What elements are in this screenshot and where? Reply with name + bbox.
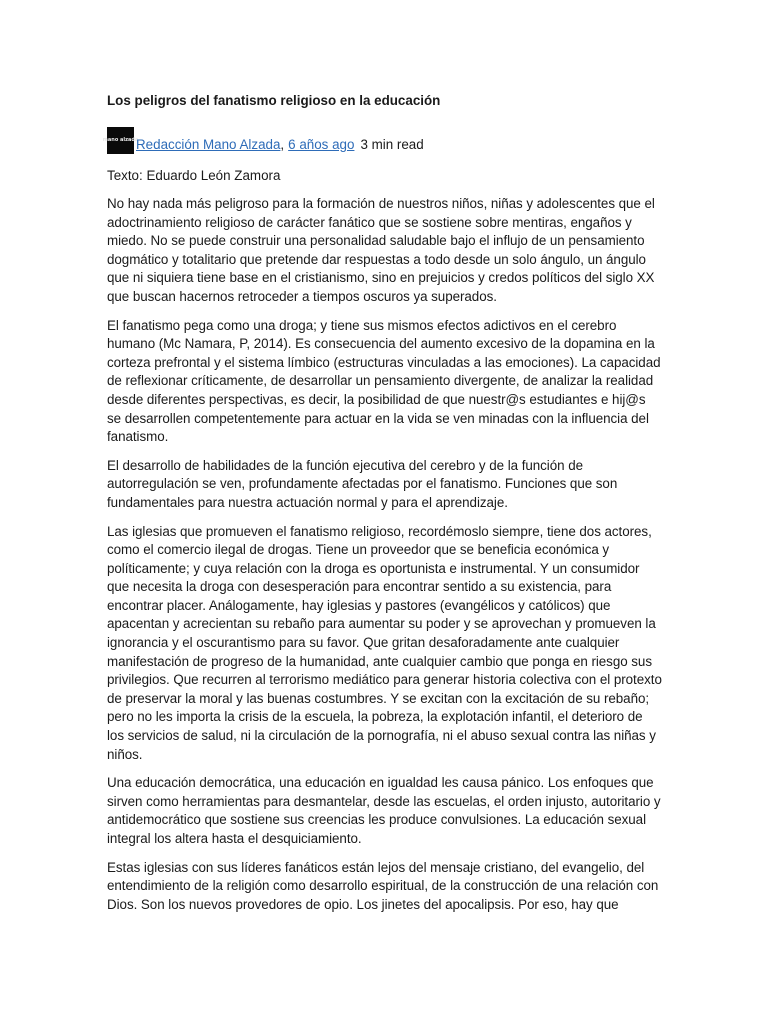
paragraph: Las iglesias que promueven el fanatismo religioso, recordémoslo siempre, tiene dos actores, como el comercio ilegal de drogas. Tiene un proveedor que se beneficia económica y políticamente; y cuya relación con la droga es oportunista e instrumental. Y un consumidor que necesita la droga con desesperación para encontrar sentido a su existencia, para encontrar placer. Análogamente, hay iglesias y pastores (evangélicos y católicos) que apacentan y acrecientan su rebaño para aumentar su poder y se aprovechan y promueven la ignorancia y el oscurantismo para su favor. Que gritan desaforadamente ante cualquier manifestación de progreso de la humanidad, ante cualquier cambio que ponga en riesgo sus privilegios. Que recurren al terrorismo mediático para generar historia colectiva con el protexto de preservar la moral y las buenas costumbres. Y se excitan con la excitación de su rebaño; pero no les importa la crisis de la escuela, la pobreza, la explotación infantil, el deterioro de los servicios de salud, ni la circulación de la pornografía, ni el abuso sexual contra las niñas y niños. — [107, 523, 662, 762]
byline — [102, 127, 662, 154]
avatar-logo-icon: mano alzada — [102, 137, 139, 143]
paragraph: No hay nada más peligroso para la formación de nuestros niños, niñas y adolescentes que el adoctrinamiento religioso de carácter fanático que se sostiene sobre mentiras, engaños y miedo. No se puede construir una personalidad saludable bajo el influjo de un pensamiento dogmático y totalitario que pretende dar respuestas a todo desde un solo ángulo, un ángulo que ni siquiera tiene base en el cristianismo, sino en prejuicios y credos políticos del siglo XX que buscan hacernos retroceder a tiempos oscuros ya superados. — [107, 196, 655, 304]
paragraph: El fanatismo pega como una droga; y tiene sus mismos efectos adictivos en el cerebro humano (Mc Namara, P, 2014). Es consecuencia del aumento excesivo de la dopamina en la corteza prefrontal y el sistema límbico (estructuras vinculadas a las emociones). La capacidad de reflexionar críticamente, de desarrollar un pensamiento divergente, de analizar la realidad desde diferentes perspectivas, es decir, la posibilidad de que nuestr@s estudiantes e hij@s se desarrollen competentemente para actuar en la vida se ven minadas con la influencia del fanatismo. — [107, 317, 661, 445]
author-link[interactable]: Redacción Mano Alzada — [136, 137, 281, 152]
author-credit: Texto: Eduardo León Zamora — [107, 168, 281, 183]
article-title: Los peligros del fanatismo religioso en la educación — [107, 93, 441, 108]
author-avatar[interactable] — [102, 127, 139, 154]
paragraph: Estas iglesias con sus líderes fanáticos están lejos del mensaje cristiano, del evangelio, del entendimiento de la religión como desarrollo espiritual, de la construcción de una relación con Dios. Son los nuevos provedores de opio. Los jinetes del apocalipsis. Por eso, hay que — [107, 859, 659, 912]
byline-separator: , — [280, 137, 285, 152]
paragraph: El desarrollo de habilidades de la función ejecutiva del cerebro y de la función de autorregulación se ven, profundamente afectadas por el fanatismo. Funciones que son fundamentales para nuestra actuación normal y para el aprendizaje. — [107, 457, 618, 510]
read-time: 3 min read — [360, 137, 424, 152]
article — [102, 92, 662, 914]
paragraph: Una educación democrática, una educación en igualdad les causa pánico. Los enfoques que sirven como herramientas para desmantelar, desde las escuelas, el orden injusto, autoritario y antidemocrático que sostiene sus creencias les produce convulsiones. La educación sexual integral los altera hasta el desquiciamiento. — [107, 775, 661, 846]
date-link[interactable]: 6 años ago — [288, 137, 355, 152]
